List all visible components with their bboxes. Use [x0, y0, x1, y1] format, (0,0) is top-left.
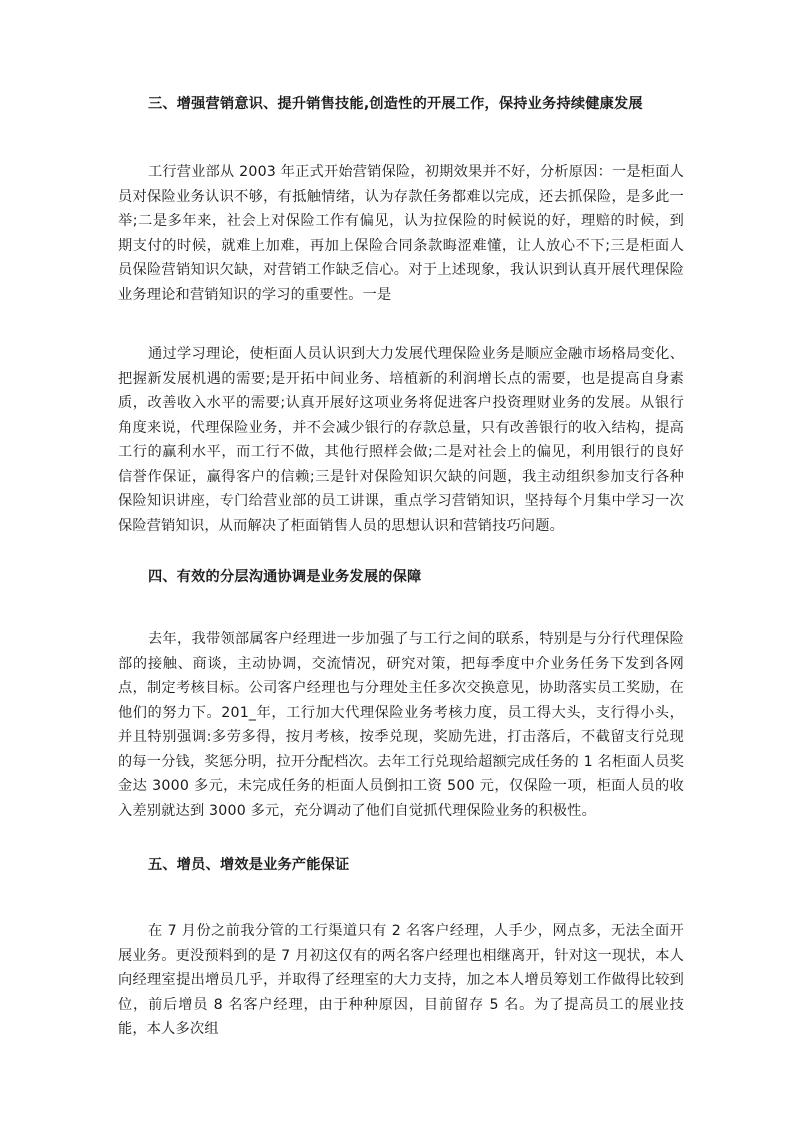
section-4-paragraph-1: 去年，我带领部属客户经理进一步加强了与工行之间的联系，特别是与分行代理保险部的接触、商谈，主动协调，交流情况，研究对策，把每季度中介业务任务下发到各网点，制定考核目标。公司客户经理也与分理处主任多次交换意见，协助落实员工奖励，在他们的努力下。201_年，工行加大代理保险业务考核力度，员工得大头，支行得小头，并且特别强调:多劳多得，按月考核，按季兑现，奖励先进，打击落后，不截留支行兑现的每一分钱，奖惩分明，拉开分配档次。去年工行兑现给超额完成任务的 1 名柜面人员奖金达 3000 多元，未完成任务的柜面人员倒扣工资 500 元，仅保险一项，柜面人员的收入差别就达到 3000 多元，充分调动了他们自觉抓代理保险业务的积极性。: [118, 631, 684, 819]
section-5-paragraph-1: 在 7 月份之前我分管的工行渠道只有 2 名客户经理，人手少，网点多，无法全面开展业务。更没预料到的是 7 月初这仅有的两名客户经理也相继离开，针对这一现状，本人向经理室提出增员几乎，并取得了经理室的大力支持，加之本人增员筹划工作做得比较到位，前后增员 8 名客户经理，由于种种原因，目前留存 5 名。为了提高员工的展业技能，本人多次组: [118, 923, 684, 1037]
section-3-paragraph-1: 工行营业部从 2003 年正式开始营销保险，初期效果并不好，分析原因：一是柜面人员对保险业务认识不够，有抵触情绪，认为存款任务都难以完成，还去抓保险，是多此一举;二是多年来，社会上对保险工作有偏见，认为拉保险的时候说的好，理赔的时候，到期支付的时候，就难上加难，再加上保险合同条款晦涩难懂，让人放心不下;三是柜面人员保险营销知识欠缺，对营销工作缺乏信心。对于上述现象，我认识到认真开展代理保险业务理论和营销知识的学习的重要性。一是: [118, 164, 684, 303]
section-3-heading: 三、增强营销意识、提升销售技能,创造性的开展工作，保持业务持续健康发展: [148, 96, 643, 112]
section-5-heading: 五、增员、增效是业务产能保证: [148, 857, 350, 873]
section-3-paragraph-2: 通过学习理论，使柜面人员认识到大力发展代理保险业务是顺应金融市场格局变化、把握新发展机遇的需要;是开拓中间业务、培植新的利润增长点的需要，也是提高自身素质，改善收入水平的需要;认真开展好这项业务将促进客户投资理财业务的发展。从银行角度来说，代理保险业务，并不会减少银行的存款总量，只有改善银行的收入结构，提高工行的赢利水平，而工行不做，其他行照样会做;二是对社会上的偏见，利用银行的良好信誉作保证，赢得客户的信赖;三是针对保险知识欠缺的问题，我主动组织参加支行各种保险知识讲座，专门给营业部的员工讲课，重点学习营销知识，坚持每个月集中学习一次保险营销知识，从而解决了柜面销售人员的思想认识和营销技巧问题。: [118, 346, 684, 534]
section-4-heading: 四、有效的分层沟通协调是业务发展的保障: [148, 569, 422, 585]
